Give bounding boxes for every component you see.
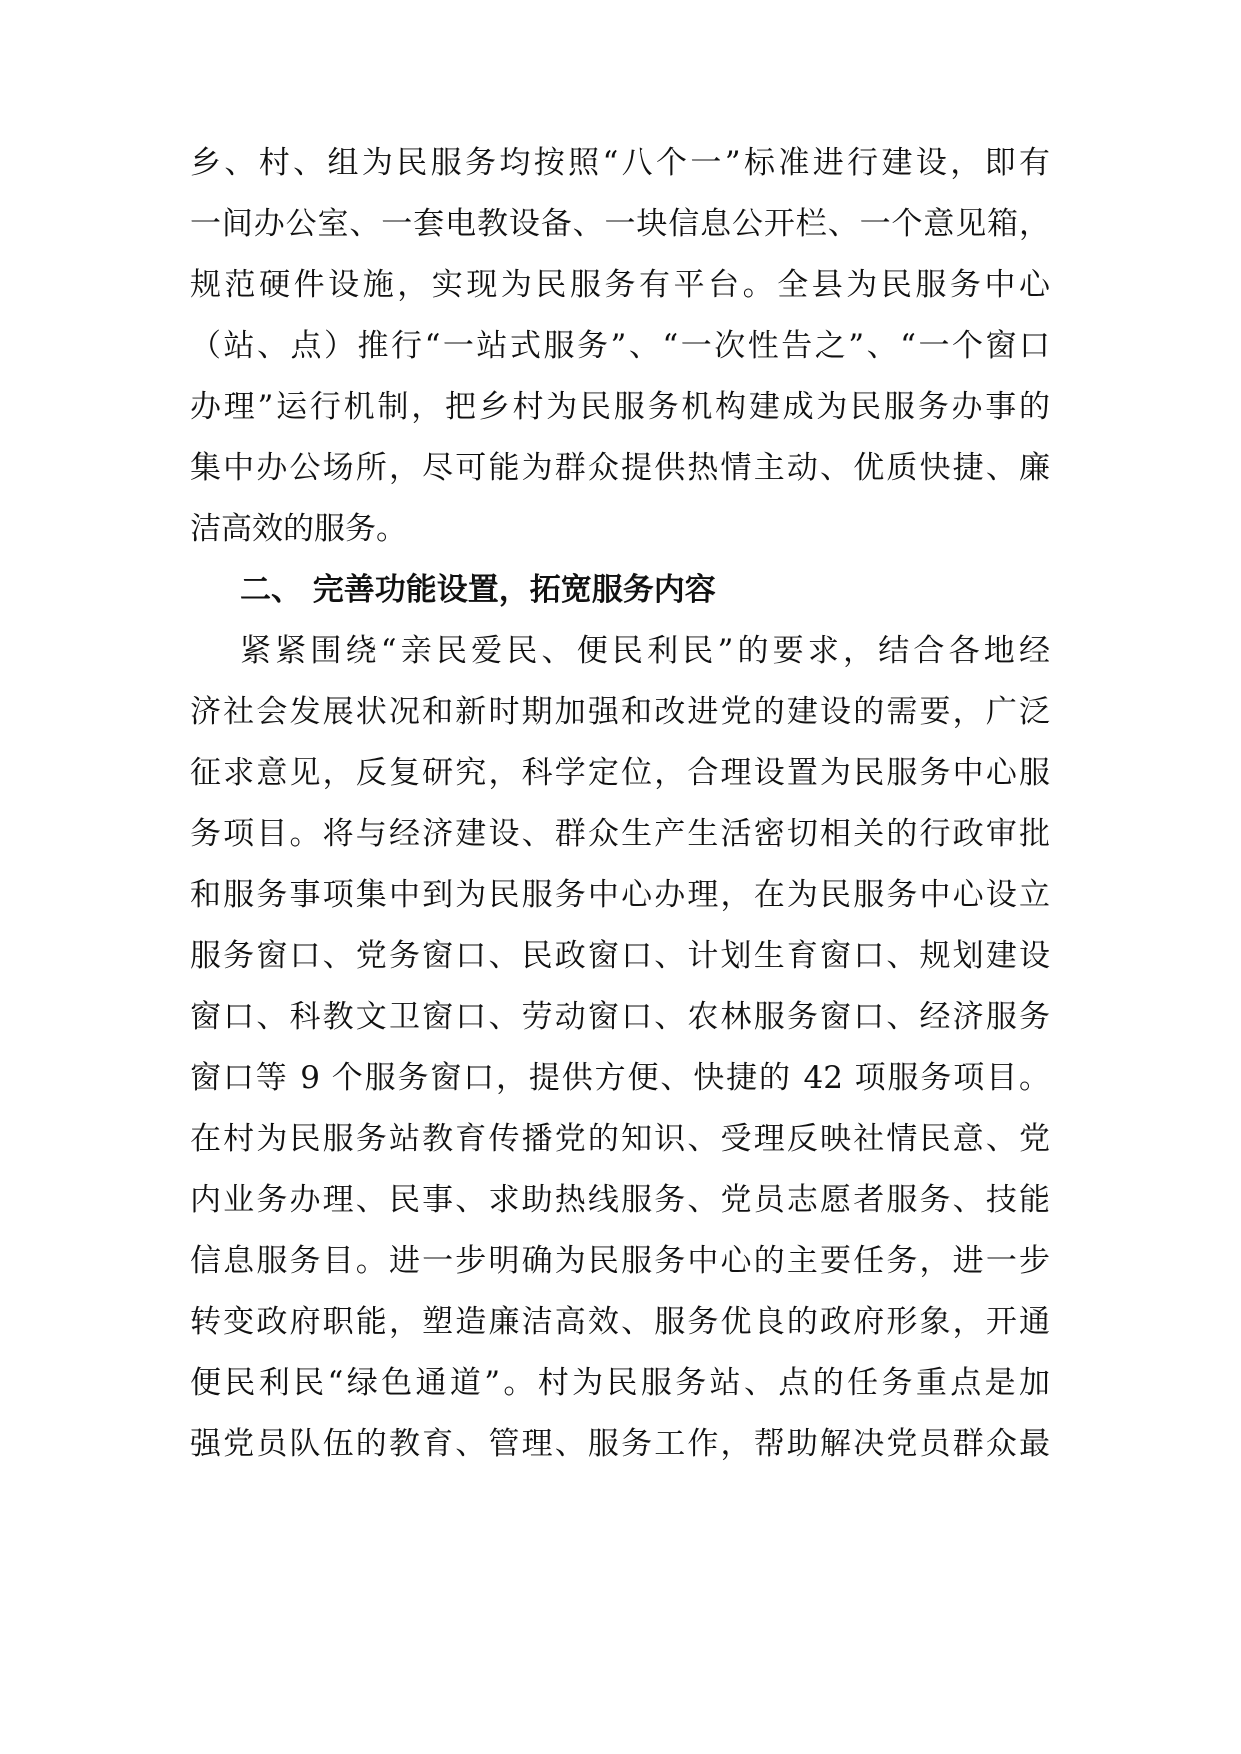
paragraph2-line-8: 窗口等 9 个服务窗口，提供方便、快捷的 42 项服务项目。 <box>190 1060 1050 1096</box>
paragraph2-line-9: 在村为民服务站教育传播党的知识、受理反映社情民意、党 <box>190 1121 1050 1157</box>
paragraph1-line-1: 乡、村、组为民服务均按照“八个一”标准进行建设，即有 <box>190 145 1050 181</box>
paragraph2-line-4: 务项目。将与经济建设、群众生产生活密切相关的行政审批 <box>190 816 1050 852</box>
paragraph2-line-5: 和服务事项集中到为民服务中心办理，在为民服务中心设立 <box>190 877 1050 913</box>
paragraph1-line-4: （站、点）推行“一站式服务”、“一次性告之”、“一个窗口 <box>190 328 1050 364</box>
paragraph2-line-14: 强党员队伍的教育、管理、服务工作，帮助解决党员群众最 <box>190 1426 1050 1462</box>
paragraph2-line-3: 征求意见，反复研究，科学定位，合理设置为民服务中心服 <box>190 755 1050 791</box>
paragraph2-line-13: 便民利民“绿色通道”。村为民服务站、点的任务重点是加 <box>190 1365 1050 1401</box>
paragraph2-line-7: 窗口、科教文卫窗口、劳动窗口、农林服务窗口、经济服务 <box>190 999 1050 1035</box>
paragraph1-line-5: 办理”运行机制，把乡村为民服务机构建成为民服务办事的 <box>190 389 1050 425</box>
paragraph1-line-6: 集中办公场所，尽可能为群众提供热情主动、优质快捷、廉 <box>190 450 1050 486</box>
paragraph1-line-3: 规范硬件设施，实现为民服务有平台。全县为民服务中心 <box>190 267 1050 303</box>
paragraph1-line-7: 洁高效的服务。 <box>190 511 407 547</box>
paragraph2-line-10: 内业务办理、民事、求助热线服务、党员志愿者服务、技能 <box>190 1182 1050 1218</box>
paragraph2-line-11: 信息服务目。进一步明确为民服务中心的主要任务，进一步 <box>190 1243 1050 1279</box>
paragraph1-line-2: 一间办公室、一套电教设备、一块信息公开栏、一个意见箱， <box>190 206 1050 242</box>
paragraph2-line-2: 济社会发展状况和新时期加强和改进党的建设的需要，广泛 <box>190 694 1050 730</box>
paragraph2-line-1: 紧紧围绕“亲民爱民、便民利民”的要求，结合各地经 <box>240 633 1050 669</box>
paragraph2-line-6: 服务窗口、党务窗口、民政窗口、计划生育窗口、规划建设 <box>190 938 1050 974</box>
section-heading: 二、 完善功能设置，拓宽服务内容 <box>240 572 716 608</box>
paragraph2-line-12: 转变政府职能，塑造廉洁高效、服务优良的政府形象，开通 <box>190 1304 1050 1340</box>
